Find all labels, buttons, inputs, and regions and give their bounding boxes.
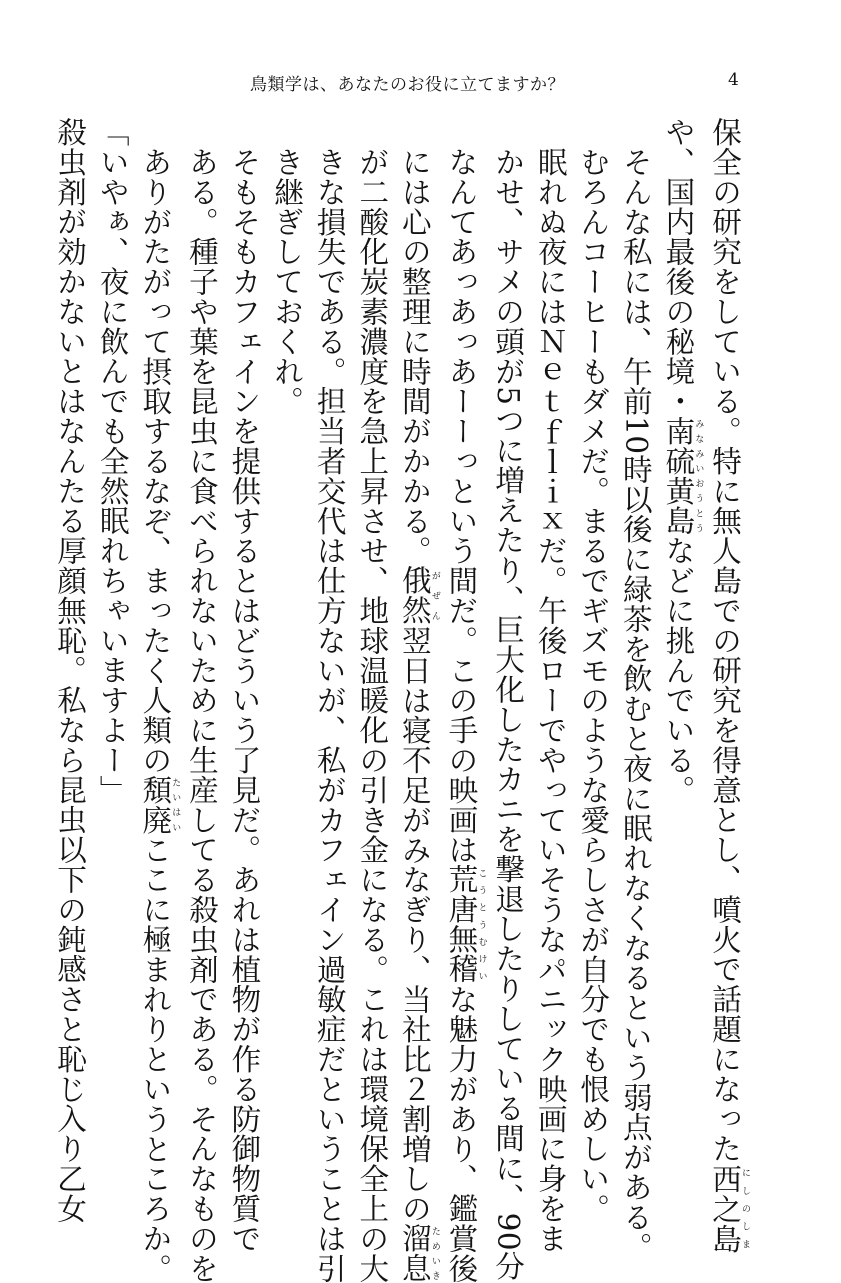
ruby-base: 俄然 — [397, 565, 432, 626]
text-line: むろんコーヒーもダメだ。まるでギズモのような愛らしさが自分でも恨めしい。 — [576, 146, 611, 1223]
page-number: 4 — [728, 70, 739, 90]
text-line: 殺虫剤が効かないとはなんたる厚顔無恥。私なら昆虫以下の鈍感さと恥じ入り乙女 — [53, 117, 88, 1224]
text-segment: や、国内最後の秘境・ — [661, 117, 696, 416]
ruby-minamiiwoto — [661, 416, 704, 536]
ruby-gazen — [397, 565, 440, 626]
ruby-base: 頽廃 — [138, 774, 173, 835]
text-line: かせ、サメの頭が5つに増えたり、巨大化したカニを撃退したりしている間に、90分 — [491, 146, 526, 1281]
text-segment: ありがたがって摂取するなぞ、まったく人類の — [138, 146, 173, 775]
text-segment: などに挑んでいる。 — [661, 535, 696, 805]
paragraph-4 — [134, 117, 266, 1283]
text-segment: ここに極まれりというところか。 — [138, 834, 173, 1283]
text-line: そもそもカフェインを提供するとはどういう了見だ。あれは植物が作る防御物質で — [227, 146, 262, 1253]
text-line — [440, 117, 487, 1283]
text-line-quote: 「いやぁ、夜に飲んでも全然眠れちゃいますよー」 — [95, 117, 130, 805]
ruby-taihai — [138, 774, 181, 835]
ruby-base: 溜息 — [397, 1223, 432, 1283]
text-segment: 保全の研究をしている。特に無人島での研究を得意とし、噴火で話題になった — [708, 117, 742, 1164]
text-segment: 翌日は寝不足がみなぎり、当社比２割増しの — [397, 625, 432, 1224]
text-line: ある。種子や葉を昆虫に食べられないために生産してる殺虫剤である。そんなものを — [184, 146, 219, 1283]
text-line: 眠れぬ夜にはＮｅｔｆｌｉｘだ。午後ローでやっていそうなパニック映画に身をま — [533, 146, 568, 1253]
ruby-reading: にしのしま — [740, 1163, 750, 1254]
paragraph-1 — [657, 117, 750, 1254]
ruby-reading: ためいき — [429, 1223, 440, 1283]
ruby-tameiki — [397, 1223, 440, 1283]
ruby-reading: こうとうむけい — [476, 864, 487, 984]
ruby-base: 南硫黄島 — [661, 416, 696, 536]
text-segment: な魅力があり、鑑賞後 — [444, 983, 479, 1283]
text-line — [134, 117, 181, 1283]
text-segment: には心の整理に時間がかかる。 — [397, 146, 432, 566]
text-line — [657, 117, 704, 1127]
paragraph-5-quote — [49, 117, 134, 1224]
text-segment: なんてあっあっあーーっという間だ。この手の映画は — [444, 146, 479, 865]
ruby-reading: がぜん — [429, 565, 440, 626]
ruby-reading: たいはい — [170, 774, 181, 835]
ruby-base: 荒唐無稽 — [444, 864, 479, 984]
ruby-base: 西之島 — [708, 1163, 742, 1254]
ruby-kotomukei — [444, 864, 487, 984]
text-line: き継ぎしておくれ。 — [270, 146, 305, 416]
text-line — [393, 117, 440, 1283]
paragraph-3 — [265, 117, 571, 1283]
text-line — [703, 117, 750, 1254]
body-text — [53, 117, 750, 1283]
ruby-reading: みなみいおうとう — [693, 416, 704, 536]
ruby-nishinoshima — [708, 1163, 750, 1254]
text-line: が二酸化炭素濃度を急上昇させ、地球温暖化の引き金になる。これは環境保全上の大 — [355, 146, 390, 1283]
running-header-title: 鳥類学は、あなたのお役に立てますか？ — [250, 75, 565, 95]
paragraph-2 — [572, 117, 657, 1262]
text-line: そんな私には、午前10時以後に緑茶を飲むと夜に眠れなくなるという弱点がある。 — [618, 146, 653, 1262]
text-line: きな損失である。担当者交代は仕方ないが、私がカフェイン過敏症だということは引 — [312, 146, 347, 1283]
